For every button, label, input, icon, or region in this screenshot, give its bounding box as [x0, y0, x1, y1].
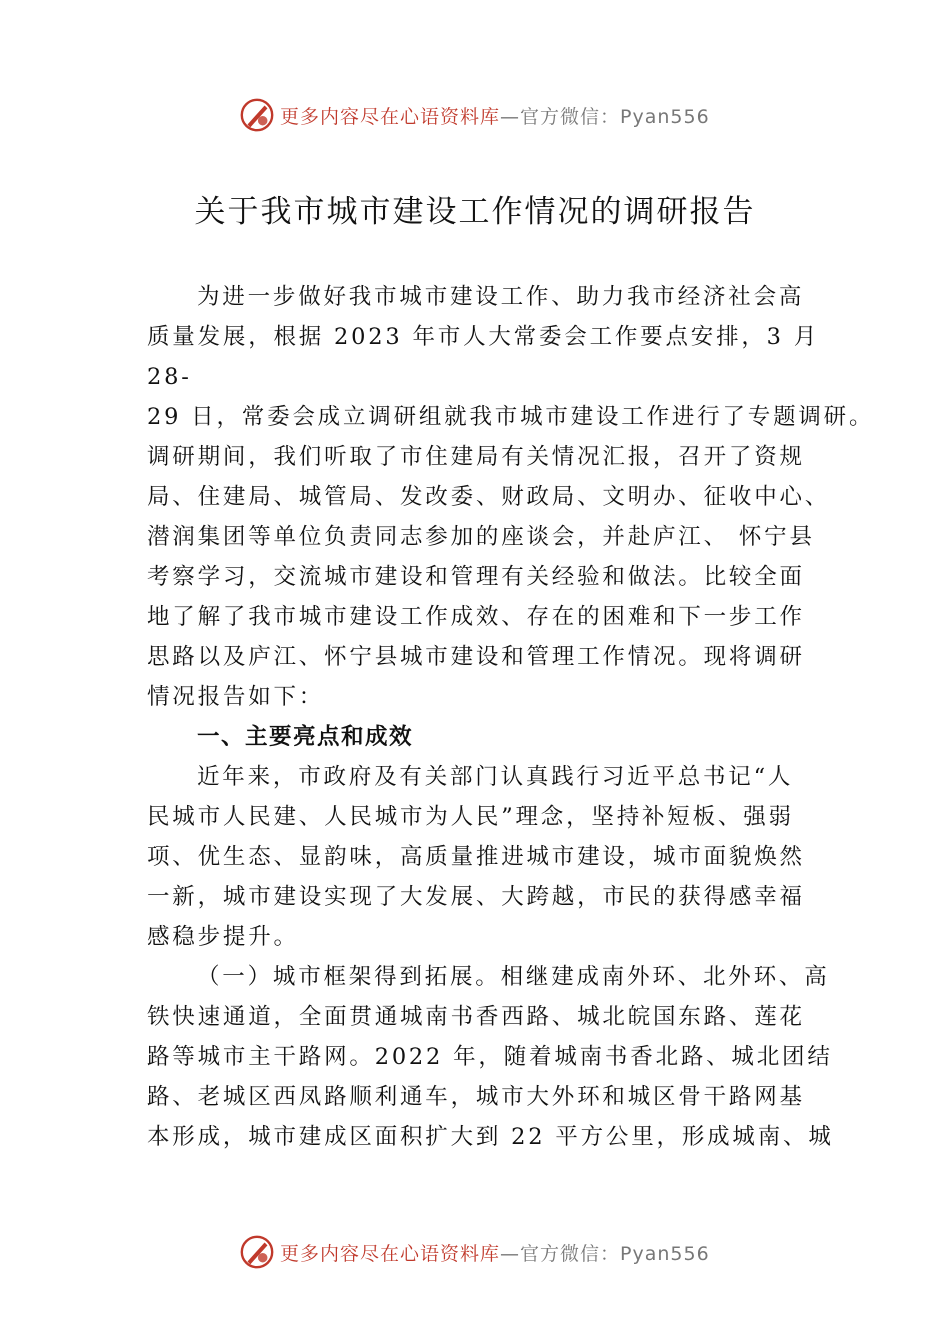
body-line: 情况报告如下：: [147, 684, 325, 710]
body-line: 潜润集团等单位负责同志参加的座谈会，并赴庐江、 怀宁县: [147, 524, 815, 550]
body-line: 感稳步提升。: [147, 924, 299, 950]
banner-gray-text: —官方微信：Pyan556: [500, 1242, 710, 1265]
body-line: 考察学习，交流城市建设和管理有关经验和做法。比较全面: [147, 564, 805, 590]
body-line: 路、老城区西凤路顺利通车，城市大外环和城区骨干路网基: [147, 1084, 805, 1110]
body-line: 29 日，常委会成立调研组就我市城市建设工作进行了专题调研。: [147, 404, 875, 430]
section-heading: 一、主要亮点和成效: [197, 724, 414, 750]
body-line: 铁快速通道，全面贯通城南书香西路、城北皖国东路、莲花: [147, 1004, 805, 1030]
banner-text: [280, 102, 710, 129]
body-line: （一）城市框架得到拓展。相继建成南外环、北外环、高: [197, 964, 830, 990]
banner-red-text: 更多内容尽在心语资料库: [280, 1242, 501, 1265]
banner-gray-text: —官方微信：Pyan556: [500, 105, 710, 128]
footer-banner: [238, 1232, 738, 1272]
body-line: 为进一步做好我市城市建设工作、助力我市经济社会高: [197, 284, 805, 310]
body-line: 调研期间，我们听取了市住建局有关情况汇报，召开了资规: [147, 444, 805, 470]
body-line: 近年来，市政府及有关部门认真践行习近平总书记“人: [197, 764, 794, 790]
header-banner: [238, 95, 738, 135]
banner-red-text: 更多内容尽在心语资料库: [280, 105, 501, 128]
body-line: 一新，城市建设实现了大发展、大跨越，市民的获得感幸福: [147, 884, 805, 910]
body-line: 本形成，城市建成区面积扩大到 22 平方公里，形成城南、城: [147, 1124, 834, 1150]
body-line: 路等城市主干路网。2022 年，随着城南书香北路、城北团结: [147, 1044, 833, 1070]
body-line: 28-: [147, 364, 192, 390]
body-line: 思路以及庐江、怀宁县城市建设和管理工作情况。现将调研: [147, 644, 805, 670]
body-line: 质量发展，根据 2023 年市人大常委会工作要点安排，3 月: [147, 324, 820, 350]
document-title: 关于我市城市建设工作情况的调研报告: [194, 194, 756, 230]
banner-text: [280, 1239, 710, 1266]
body-line: 项、优生态、显韵味，高质量推进城市建设，城市面貌焕然: [147, 844, 805, 870]
body-line: 民城市人民建、人民城市为人民”理念，坚持补短板、强弱: [147, 804, 794, 830]
body-line: 局、住建局、城管局、发改委、财政局、文明办、征收中心、: [147, 484, 831, 510]
pen-seal-icon: [238, 1233, 276, 1271]
pen-seal-icon: [238, 96, 276, 134]
body-line: 地了解了我市城市建设工作成效、存在的困难和下一步工作: [147, 604, 805, 630]
